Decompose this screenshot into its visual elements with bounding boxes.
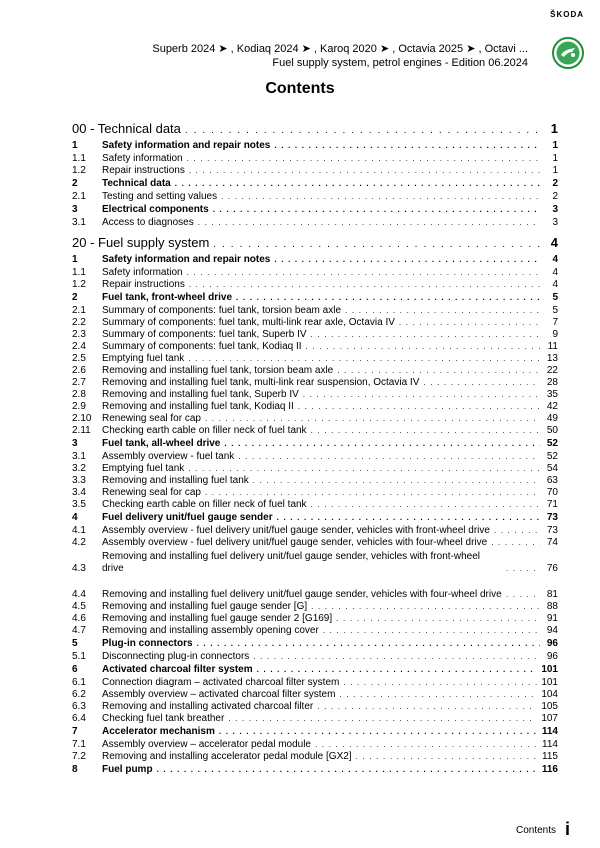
toc-entry-title: Summary of components: fuel tank, Superb IV — [102, 329, 307, 340]
toc-entry[interactable] — [72, 377, 558, 389]
toc-entry[interactable] — [72, 701, 558, 713]
toc-entry-title: Assembly overview – accelerator pedal module — [102, 739, 311, 750]
toc-entry-title: Connection diagram – activated charcoal filter system — [102, 677, 340, 688]
dot-leader — [189, 279, 540, 291]
toc-entry[interactable] — [72, 305, 558, 317]
toc-entry-title: Checking earth cable on filler neck of fuel tank — [102, 425, 307, 436]
toc-entry-title: Repair instructions — [102, 165, 185, 176]
toc-entry-number: 2.2 — [72, 317, 86, 328]
toc-entry-number: 4.2 — [72, 537, 86, 548]
toc-entry-page: 35 — [546, 389, 558, 400]
toc-entry[interactable] — [72, 235, 558, 253]
toc-entry-number: 3.2 — [72, 463, 86, 474]
dot-leader — [506, 563, 540, 575]
toc-entry-page: 91 — [546, 613, 558, 624]
dot-leader — [187, 153, 540, 165]
model-list: Superb 2024 ➤ , Kodiaq 2024 ➤ , Karoq 2020 ➤ , Octavia 2025 ➤ , Octavi ... — [152, 43, 528, 55]
toc-entry[interactable] — [72, 689, 558, 701]
toc-entry-title: Fuel tank, front-wheel drive — [102, 292, 233, 303]
toc-entry-number: 1.1 — [72, 267, 86, 278]
toc-entry[interactable] — [72, 525, 558, 537]
dot-leader — [337, 365, 540, 377]
dot-leader — [306, 341, 540, 353]
dot-leader — [317, 701, 537, 713]
dot-leader — [236, 291, 540, 305]
dot-leader — [253, 475, 540, 487]
toc-entry-number: 6.2 — [72, 689, 86, 700]
toc-entry-page: 49 — [546, 413, 558, 424]
toc-entry-number: 1.1 — [72, 153, 86, 164]
toc-entry[interactable] — [72, 499, 558, 511]
toc-entry-number: 4.1 — [72, 525, 86, 536]
toc-entry-number: 5 — [72, 638, 78, 649]
toc-entry[interactable] — [72, 329, 558, 341]
document-subtitle: Fuel supply system, petrol engines - Edition 06.2024 — [272, 57, 528, 69]
toc-entry-title: Assembly overview - fuel delivery unit/fuel gauge sender, vehicles with four-wheel drive — [102, 537, 488, 548]
toc-entry-number: 7.1 — [72, 739, 86, 750]
toc-entry-number: 3.5 — [72, 499, 86, 510]
toc-entry-title: Fuel pump — [102, 764, 153, 775]
dot-leader — [491, 537, 540, 549]
dot-leader — [311, 425, 540, 437]
toc-entry[interactable] — [72, 401, 558, 413]
toc-entry[interactable] — [72, 121, 558, 139]
dot-leader — [303, 389, 540, 401]
toc-entry-number: 2.5 — [72, 353, 86, 364]
table-of-contents — [72, 115, 558, 777]
toc-entry[interactable] — [72, 425, 558, 437]
toc-entry-page: 2 — [552, 178, 558, 189]
dot-leader — [345, 305, 540, 317]
dot-leader — [185, 123, 540, 139]
toc-entry-page: 22 — [546, 365, 558, 376]
toc-entry-number: 2.1 — [72, 191, 86, 202]
toc-entry[interactable] — [72, 751, 558, 763]
toc-entry-page: 81 — [546, 589, 558, 600]
toc-entry-page: 88 — [546, 601, 558, 612]
dot-leader — [253, 651, 540, 663]
toc-entry[interactable] — [72, 291, 558, 305]
dot-leader — [423, 377, 540, 389]
dot-leader — [274, 253, 540, 267]
toc-entry-number: 2 — [72, 292, 78, 303]
toc-entry-page: 105 — [541, 701, 558, 712]
toc-entry[interactable] — [72, 663, 558, 677]
dot-leader — [197, 637, 540, 651]
toc-entry-title: Removing and installing accelerator pedal module [GX2] — [102, 751, 352, 762]
dot-leader — [175, 177, 540, 191]
dot-leader — [221, 191, 540, 203]
dot-leader — [494, 525, 540, 537]
toc-entry-number: 7 — [72, 726, 78, 737]
toc-entry-page: 114 — [542, 739, 558, 750]
toc-entry[interactable] — [72, 511, 558, 525]
toc-entry-number: 6.3 — [72, 701, 86, 712]
toc-entry-page: 114 — [541, 726, 558, 737]
toc-entry-title: Safety information — [102, 267, 183, 278]
dot-leader — [257, 663, 538, 677]
dot-leader — [228, 713, 537, 725]
toc-entry-page: 70 — [546, 487, 558, 498]
toc-entry-number: 3.4 — [72, 487, 86, 498]
toc-entry[interactable] — [72, 165, 558, 177]
toc-entry-page: 3 — [552, 204, 558, 215]
toc-entry-page: 28 — [546, 377, 558, 388]
toc-entry-title: Removing and installing fuel gauge sender [G] — [102, 601, 308, 612]
toc-entry-title: Emptying fuel tank — [102, 353, 185, 364]
toc-entry-title: Assembly overview - fuel tank — [102, 451, 235, 462]
toc-entry-title: Summary of components: fuel tank, torsion beam axle — [102, 305, 342, 316]
toc-entry-number: 1 — [72, 254, 78, 265]
toc-entry[interactable] — [72, 413, 558, 425]
toc-entry-number: 2.4 — [72, 341, 86, 352]
toc-entry-page: 96 — [546, 638, 558, 649]
toc-entry[interactable] — [72, 203, 558, 217]
toc-entry-number: 1 — [72, 140, 78, 151]
toc-entry-page: 107 — [541, 713, 558, 724]
dot-leader — [189, 165, 540, 177]
toc-entry[interactable] — [72, 177, 558, 191]
toc-entry-title: Electrical components — [102, 204, 209, 215]
toc-entry-page: 52 — [546, 451, 558, 462]
toc-entry-title: Assembly overview – activated charcoal filter system — [102, 689, 336, 700]
toc-entry-page: 71 — [546, 499, 558, 510]
toc-entry-number: 7.2 — [72, 751, 86, 762]
toc-entry-page: 4 — [552, 254, 558, 265]
toc-entry-number: 2.11 — [72, 425, 91, 436]
toc-entry-number: 3 — [72, 204, 78, 215]
dot-leader — [238, 451, 540, 463]
toc-entry-title: Removing and installing fuel tank, multi-link rear suspension, Octavia IV — [102, 377, 420, 388]
toc-entry-page: 63 — [546, 475, 558, 486]
toc-entry[interactable] — [72, 341, 558, 353]
dot-leader — [339, 689, 537, 701]
toc-entry-title: Testing and setting values — [102, 191, 218, 202]
toc-entry[interactable] — [72, 451, 558, 463]
toc-entry-title: Activated charcoal filter system — [102, 664, 253, 675]
toc-entry-page: 74 — [546, 537, 558, 548]
dot-leader — [205, 487, 540, 499]
toc-entry-title: Removing and installing fuel gauge sender 2 [G169] — [102, 613, 333, 624]
dot-leader — [311, 601, 540, 613]
toc-entry-title: Fuel delivery unit/fuel gauge sender — [102, 512, 273, 523]
page-title: Contents — [265, 80, 335, 97]
toc-entry[interactable] — [72, 637, 558, 651]
toc-entry-number: 2.10 — [72, 413, 92, 424]
toc-entry[interactable] — [72, 601, 558, 613]
toc-entry-number: 4.5 — [72, 601, 86, 612]
toc-entry-title: Accelerator mechanism — [102, 726, 215, 737]
toc-entry-number: 5.1 — [72, 651, 86, 662]
toc-entry-page: 1 — [552, 165, 558, 176]
dot-leader — [187, 267, 540, 279]
toc-entry-number: 4.4 — [72, 589, 86, 600]
toc-entry-page: 115 — [542, 751, 558, 762]
toc-entry-title: Removing and installing fuel tank — [102, 475, 249, 486]
footer-label: Contents — [515, 825, 556, 836]
toc-entry-number: 2.3 — [72, 329, 86, 340]
toc-entry-number: 3.1 — [72, 451, 86, 462]
toc-entry-number: 4.7 — [72, 625, 86, 636]
toc-entry[interactable] — [72, 575, 558, 601]
toc-entry-title: Removing and installing activated charcoal filter — [102, 701, 314, 712]
toc-entry-title: Disconnecting plug-in connectors — [102, 651, 250, 662]
toc-entry-page: 50 — [546, 425, 558, 436]
toc-entry-title: Summary of components: fuel tank, multi-link rear axle, Octavia IV — [102, 317, 395, 328]
toc-entry-page: 9 — [552, 329, 558, 340]
toc-entry-page: 1 — [552, 153, 558, 164]
toc-entry-page: 1 — [552, 140, 558, 151]
toc-entry-number: 1.2 — [72, 165, 86, 176]
dot-leader — [213, 237, 540, 253]
toc-entry-number: 2.6 — [72, 365, 86, 376]
toc-entry-page: 4 — [550, 235, 558, 250]
toc-entry-page: 5 — [552, 305, 558, 316]
toc-entry-page: 11 — [547, 341, 558, 352]
toc-entry-title: Removing and installing fuel delivery unit/fuel gauge sender, vehicles with front-wheel drive — [102, 551, 480, 574]
toc-entry-page: 76 — [546, 563, 558, 574]
toc-entry-title: Access to diagnoses — [102, 217, 194, 228]
toc-entry-number: 4 — [72, 512, 78, 523]
toc-entry[interactable] — [72, 437, 558, 451]
toc-entry-number: 4.3 — [72, 563, 86, 574]
toc-entry-title: Renewing seal for cap — [102, 487, 201, 498]
toc-entry-title: Repair instructions — [102, 279, 185, 290]
toc-entry[interactable] — [72, 677, 558, 689]
toc-entry-page: 4 — [552, 279, 558, 290]
skoda-logo-icon — [552, 37, 584, 69]
toc-entry-page: 54 — [546, 463, 558, 474]
toc-entry[interactable] — [72, 365, 558, 377]
toc-entry-page: 104 — [541, 689, 558, 700]
toc-entry[interactable] — [72, 713, 558, 725]
footer-page-number: i — [564, 819, 570, 839]
toc-entry-title: Safety information and repair notes — [102, 254, 271, 265]
toc-entry[interactable] — [72, 537, 558, 549]
toc-entry-number: 8 — [72, 764, 78, 775]
dot-leader — [198, 217, 540, 229]
toc-entry-page: 4 — [552, 267, 558, 278]
dot-leader — [277, 511, 540, 525]
dot-leader — [506, 589, 540, 601]
dot-leader — [213, 203, 540, 217]
toc-entry-title: Removing and installing fuel tank, torsion beam axle — [102, 365, 334, 376]
toc-entry[interactable] — [72, 267, 558, 279]
toc-entry-title: Renewing seal for cap — [102, 413, 201, 424]
toc-entry-page: 2 — [552, 191, 558, 202]
dot-leader — [343, 677, 537, 689]
dot-leader — [188, 353, 540, 365]
toc-entry-page: 101 — [541, 677, 558, 688]
toc-entry-page: 13 — [546, 353, 558, 364]
toc-entry[interactable] — [72, 191, 558, 203]
toc-entry-title: Checking fuel tank breather — [102, 713, 225, 724]
toc-entry-number: 3 — [72, 438, 78, 449]
dot-leader — [336, 613, 540, 625]
toc-entry[interactable] — [72, 487, 558, 499]
toc-entry-title: Technical data — [102, 178, 171, 189]
toc-entry-number: 4.6 — [72, 613, 86, 624]
toc-entry-number: 6.4 — [72, 713, 86, 724]
toc-entry-title: Emptying fuel tank — [102, 463, 185, 474]
toc-entry[interactable] — [72, 217, 558, 229]
toc-entry-number: 2.1 — [72, 305, 86, 316]
toc-entry-title: Plug-in connectors — [102, 638, 193, 649]
dot-leader — [311, 329, 540, 341]
toc-entry-number: 6 — [72, 664, 78, 675]
toc-entry-title: Safety information — [102, 153, 183, 164]
toc-entry-title: Removing and installing assembly opening cover — [102, 625, 319, 636]
toc-entry-title: Fuel tank, all-wheel drive — [102, 438, 221, 449]
dot-leader — [311, 499, 540, 511]
dot-leader — [188, 463, 540, 475]
dot-leader — [298, 401, 540, 413]
toc-entry-title: 20 - Fuel supply system — [72, 235, 210, 250]
page-header — [0, 0, 600, 70]
brand-name: ŠKODA — [550, 10, 584, 19]
toc-entry-title: Safety information and repair notes — [102, 140, 271, 151]
dot-leader — [323, 625, 540, 637]
toc-entry[interactable] — [72, 549, 558, 575]
toc-entry-page: 73 — [546, 525, 558, 536]
toc-entry-page: 101 — [541, 664, 558, 675]
dot-leader — [219, 725, 538, 739]
toc-entry[interactable] — [72, 739, 558, 751]
toc-entry[interactable] — [72, 279, 558, 291]
toc-entry-number: 2.7 — [72, 377, 86, 388]
dot-leader — [399, 317, 540, 329]
toc-entry-page: 116 — [541, 764, 558, 775]
toc-entry-title: Removing and installing fuel tank, Kodiaq II — [102, 401, 294, 412]
toc-entry-page: 96 — [546, 651, 558, 662]
toc-entry[interactable] — [72, 725, 558, 739]
dot-leader — [224, 437, 540, 451]
toc-entry-title: Removing and installing fuel delivery unit/fuel gauge sender, vehicles with four-wheel drive — [102, 589, 502, 600]
toc-entry[interactable] — [72, 763, 558, 777]
toc-entry-number: 2 — [72, 178, 78, 189]
toc-entry-title: 00 - Technical data — [72, 121, 181, 136]
toc-entry-page: 3 — [552, 217, 558, 228]
toc-entry[interactable] — [72, 153, 558, 165]
toc-entry[interactable] — [72, 253, 558, 267]
toc-entry-title: Removing and installing fuel tank, Superb IV — [102, 389, 299, 400]
toc-entry-page: 73 — [546, 512, 558, 523]
toc-entry-page: 94 — [546, 625, 558, 636]
dot-leader — [274, 139, 540, 153]
toc-entry[interactable] — [72, 353, 558, 365]
toc-entry-number: 3.3 — [72, 475, 86, 486]
toc-entry-number: 3.1 — [72, 217, 86, 228]
toc-entry-number: 2.9 — [72, 401, 86, 412]
toc-entry[interactable] — [72, 317, 558, 329]
toc-entry[interactable] — [72, 463, 558, 475]
toc-entry[interactable] — [72, 139, 558, 153]
toc-entry-title: Assembly overview - fuel delivery unit/fuel gauge sender, vehicles with front-wheel drive — [102, 525, 490, 536]
toc-entry[interactable] — [72, 389, 558, 401]
toc-entry[interactable] — [72, 613, 558, 625]
dot-leader — [356, 751, 538, 763]
toc-entry-page: 1 — [550, 121, 558, 136]
toc-entry-page: 5 — [552, 292, 558, 303]
toc-entry-page: 42 — [546, 401, 558, 412]
toc-entry-title: Summary of components: fuel tank, Kodiaq II — [102, 341, 302, 352]
toc-entry-number: 1.2 — [72, 279, 86, 290]
toc-entry-page: 52 — [546, 438, 558, 449]
toc-entry-title: Checking earth cable on filler neck of fuel tank — [102, 499, 307, 510]
dot-leader — [157, 763, 538, 777]
dot-leader — [315, 739, 538, 751]
toc-entry-number: 2.8 — [72, 389, 86, 400]
toc-entry[interactable] — [72, 475, 558, 487]
toc-entry[interactable] — [72, 625, 558, 637]
toc-entry[interactable] — [72, 651, 558, 663]
toc-entry-page: 7 — [552, 317, 558, 328]
dot-leader — [205, 413, 540, 425]
toc-entry-number: 6.1 — [72, 677, 86, 688]
